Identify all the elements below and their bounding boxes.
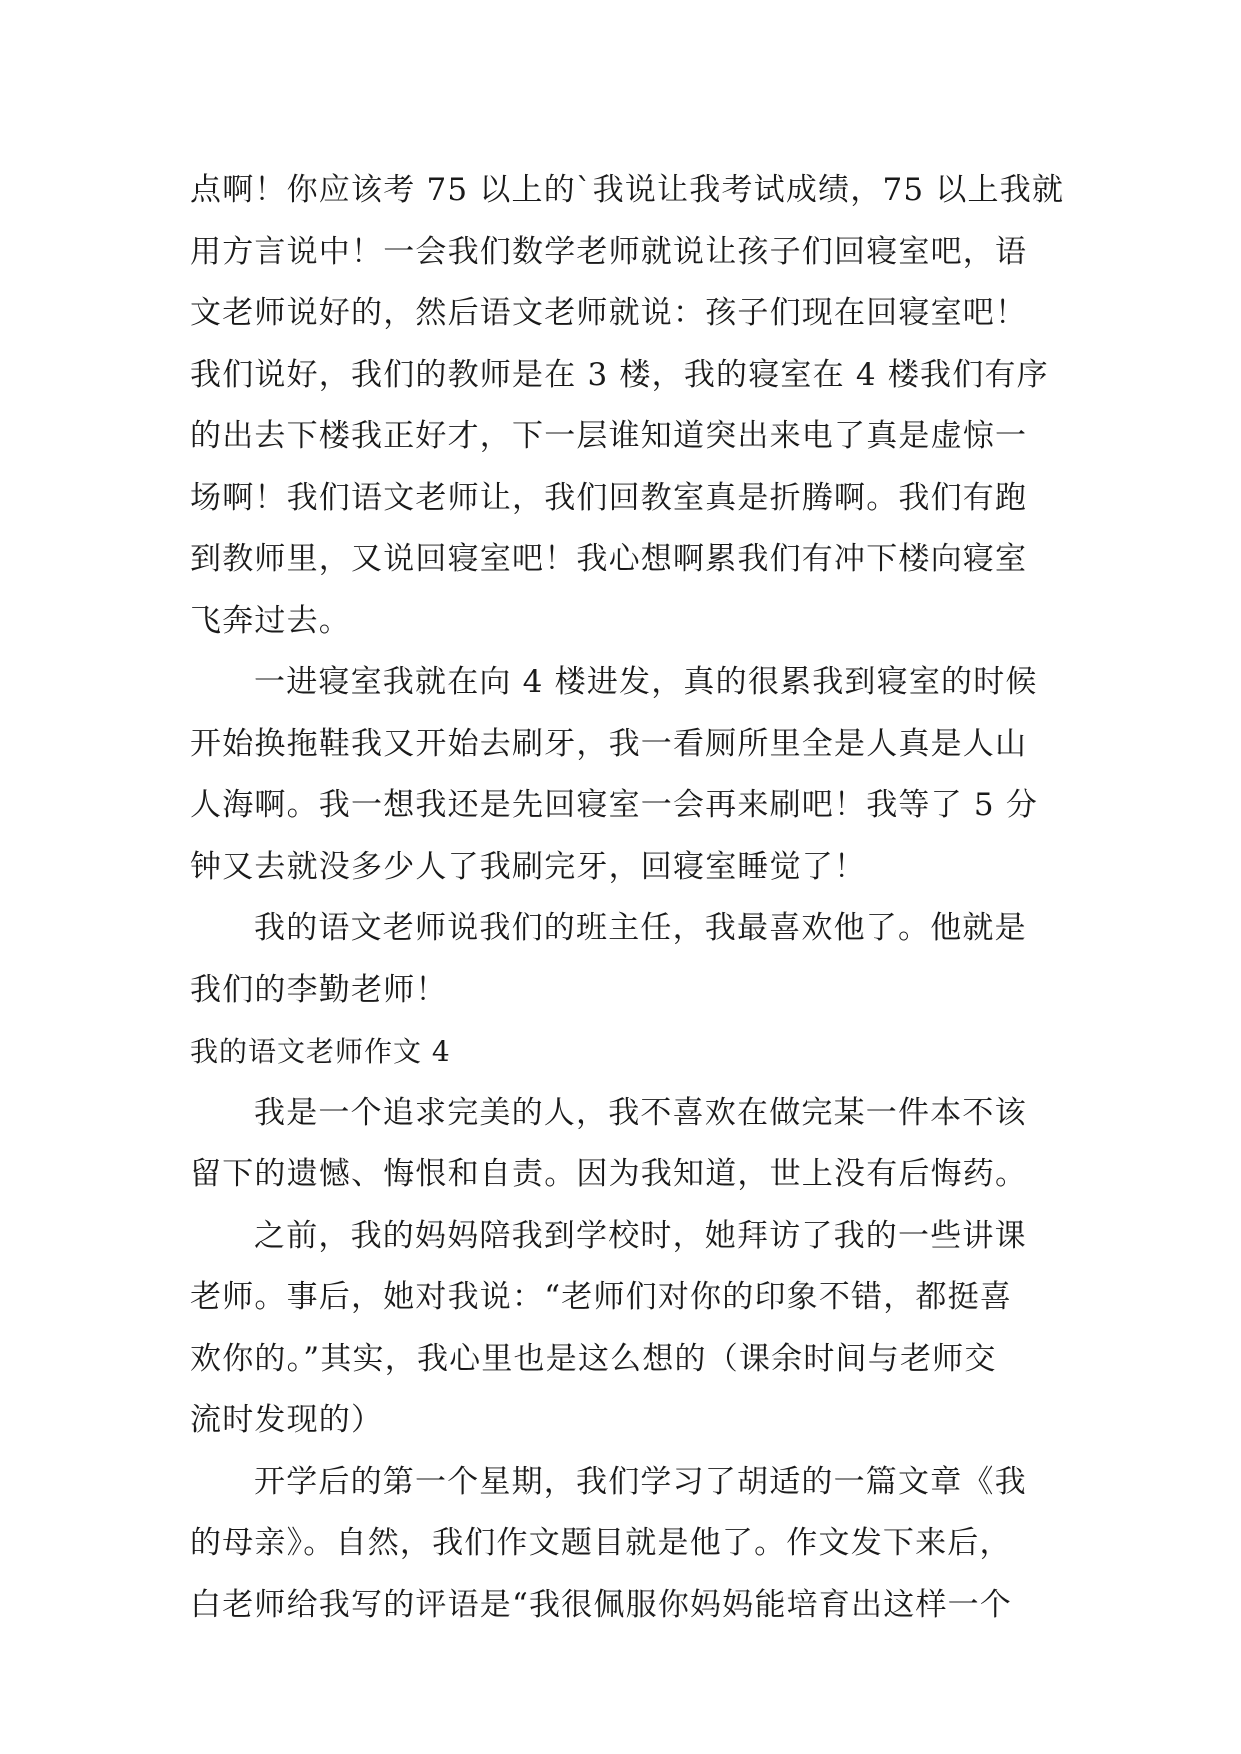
text-line: 我的语文老师说我们的班主任，我最喜欢他了。他就是: [254, 910, 1027, 946]
text-line: 人海啊。我一想我还是先回寝室一会再来刷吧！我等了 5 分: [190, 787, 1039, 823]
text-line: 留下的遗憾、悔恨和自责。因为我知道，世上没有后悔药。: [190, 1156, 1028, 1192]
text-line: 我们的李勤老师！: [190, 971, 448, 1008]
text-line: 飞奔过去。: [190, 602, 351, 639]
text-line: 白老师给我写的评语是“我很佩服你妈妈能培育出这样一个: [190, 1586, 1013, 1623]
document-body: [190, 160, 1065, 1636]
paragraph-2: [190, 652, 1060, 898]
text-line: 的出去下楼我正好才，下一层谁知道突出来电了真是虚惊一: [190, 418, 1028, 454]
paragraph-1: [190, 160, 1065, 652]
text-line: 一进寝室我就在向 4 楼进发，真的很累我到寝室的时候: [254, 664, 1038, 700]
section-heading: [190, 1021, 1060, 1083]
paragraph-4: [190, 1083, 1060, 1206]
text-line: 开始换拖鞋我又开始去刷牙，我一看厕所里全是人真是人山: [190, 725, 1028, 762]
paragraph-3: [190, 898, 1060, 1021]
text-line: 我是一个追求完美的人，我不喜欢在做完某一件本不该: [254, 1094, 1027, 1131]
text-line: 到教师里，又说回寝室吧！我心想啊累我们有冲下楼向寝室: [190, 541, 1028, 577]
text-line: 用方言说中！一会我们数学老师就说让孩子们回寝室吧，语: [190, 233, 1028, 270]
text-line: 欢你的。”其实，我心里也是这么想的（课余时间与老师交: [190, 1340, 997, 1377]
text-line: 的母亲》。自然，我们作文题目就是他了。作文发下来后，: [190, 1525, 1012, 1561]
text-line: 文老师说好的，然后语文老师就说：孩子们现在回寝室吧！: [190, 295, 1028, 331]
text-line: 我们说好，我们的教师是在 3 楼，我的寝室在 4 楼我们有序: [190, 356, 1049, 393]
text-line: 场啊！我们语文老师让，我们回教室真是折腾啊。我们有跑: [190, 479, 1028, 516]
paragraph-5: [190, 1206, 1060, 1452]
text-line: 钟又去就没多少人了我刷完牙，回寝室睡觉了！: [190, 848, 867, 885]
text-line: 之前，我的妈妈陪我到学校时，她拜访了我的一些讲课: [254, 1217, 1027, 1254]
paragraph-6: [190, 1452, 1060, 1637]
heading-text: 我的语文老师作文 4: [190, 1035, 451, 1068]
text-line: 开学后的第一个星期，我们学习了胡适的一篇文章《我: [254, 1463, 1027, 1500]
text-line: 点啊！你应该考 75 以上的`我说让我考试成绩，75 以上我就: [190, 172, 1065, 208]
text-line: 流时发现的）: [190, 1402, 384, 1438]
text-line: 老师。事后，她对我说：“老师们对你的印象不错，都挺喜: [190, 1279, 1013, 1315]
